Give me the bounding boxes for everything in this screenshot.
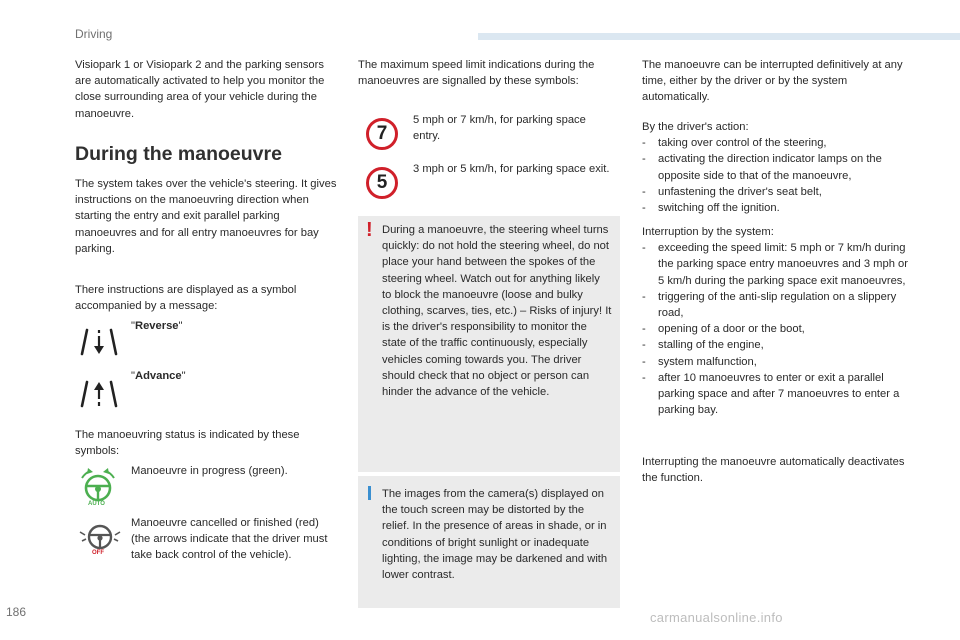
reverse-icon [79, 326, 119, 365]
list-item: - unfastening the driver's seat belt, [642, 184, 912, 200]
speed-entry-text: 5 mph or 7 km/h, for parking space entry. [413, 114, 586, 143]
system-interruption-heading: Interruption by the system: [642, 226, 774, 238]
driver-action-section [642, 119, 912, 216]
driver-action-heading: By the driver's action: [642, 121, 749, 133]
advance-icon [79, 378, 119, 417]
info-icon [368, 486, 371, 500]
col1-paragraph-2: There instructions are displayed as a symbol accompanied by a message: [75, 284, 297, 313]
list-item: - exceeding the speed limit: 5 mph or 7 km/h during the parking space entry manoeuvres and 3 mph or 5 km/h during the parking space exit manoeuvres, [642, 240, 912, 289]
section-title: Driving [75, 27, 113, 41]
status-green-text: Manoeuvre in progress (green). [131, 465, 288, 477]
col1-paragraph-3: The manoeuvring status is indicated by these symbols: [75, 429, 300, 458]
auto-badge: AUTO [88, 501, 105, 507]
speed-limit-7-icon: 7 [366, 118, 398, 150]
list-item: - after 10 manoeuvres to enter or exit a parallel parking space and after 7 manoeuvres to enter a parking bay. [642, 370, 912, 419]
list-item: - taking over control of the steering, [642, 135, 912, 151]
col1-intro: Visiopark 1 or Visiopark 2 and the parking sensors are automatically activated to help you monitor the close surrounding area of your vehicle during the manoeuvre. [75, 59, 325, 120]
col2-intro: The maximum speed limit indications during the manoeuvres are signalled by these symbols: [358, 59, 595, 88]
steering-off-icon [76, 522, 124, 563]
list-item: - triggering of the anti-slip regulation on a slippery road, [642, 289, 912, 321]
list-item: - activating the direction indicator lamps on the opposite side to that of the manoeuvre, [642, 151, 912, 183]
col1-paragraph-1: The system takes over the vehicle's steering. It gives instructions on the manoeuvring direction when starting the entry and exit parallel parking manoeuvres and for all entry manoeuvres for bay parking. [75, 178, 337, 255]
list-item: - system malfunction, [642, 354, 912, 370]
advance-label: "Advance" [131, 370, 186, 382]
page-heading: During the manoeuvre [75, 143, 282, 165]
list-item: - opening of a door or the boot, [642, 321, 912, 337]
list-item: - stalling of the engine, [642, 337, 912, 353]
info-box [358, 476, 620, 608]
system-interruption-section [642, 224, 912, 418]
warning-box [358, 216, 620, 472]
header-bar [478, 33, 960, 40]
page-number: 186 [6, 605, 27, 619]
off-badge: OFF [92, 550, 104, 556]
info-text: The images from the camera(s) displayed on the touch screen may be distorted by the relief. In the presence of areas in shade, or in conditions of bright sunlight or inadequate lighting, the image may be darkened and with lower contrast. [382, 488, 608, 582]
warning-text: During a manoeuvre, the steering wheel turns quickly: do not hold the steering wheel, do not place your hand between the spokes of the steering wheel. Watch out for anything likely to block the manoeuvre (loose and bulky clothing, scarves, ties, etc.) – Risks of injury! It is the driver's responsibility to monitor the state of the traffic continuously, especially vehicles coming towards you. The driver should check that no object or person can hinder the advance of the vehicle. [382, 224, 612, 399]
speed-limit-5-icon: 5 [366, 167, 398, 199]
watermark: carmanualsonline.info [650, 610, 783, 625]
col3-intro: The manoeuvre can be interrupted definitively at any time, either by the driver or by the system automatically. [642, 59, 903, 104]
speed-exit-text: 3 mph or 5 km/h, for parking space exit. [413, 163, 610, 175]
reverse-label: "Reverse" [131, 320, 183, 332]
col3-outro: Interrupting the manoeuvre automatically deactivates the function. [642, 456, 905, 485]
warning-icon: ! [366, 219, 373, 241]
list-item: - switching off the ignition. [642, 200, 912, 216]
status-red-text: Manoeuvre cancelled or finished (red) (the arrows indicate that the driver must take back control of the vehicle). [131, 517, 328, 562]
